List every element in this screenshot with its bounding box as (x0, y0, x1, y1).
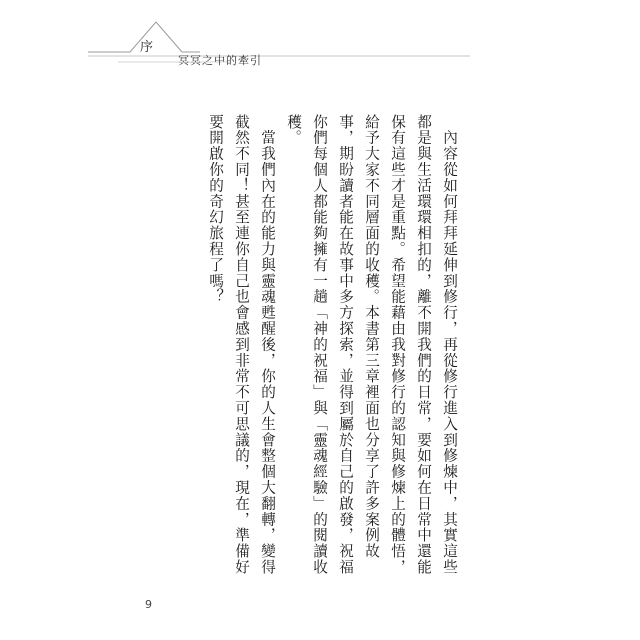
chapter-subtitle: 冥冥之中的牽引 (178, 54, 262, 67)
page-number: 9 (145, 598, 152, 611)
chapter-label: 序 (140, 40, 155, 55)
body-text (176, 114, 462, 584)
paragraph: 內容從如何拜拜延伸到修行，再從修行進入到修煉中，其實這些都是與生活環環相扣的，離不開我們的日常，要如何在日常中還能保有這些才是重點。希望能藉由我對修行的認知與修煉上的體悟，給予大家不同層面的收穫。本書第三章裡面也分享了許多案例故事，期盼讀者能在故事中多方探索，並得到屬於自己的啟發，祝福你們每個人都能夠擁有一趟「神的祝福」與「靈魂經驗」的閱讀收穫。 (285, 114, 458, 576)
header-ornament (0, 0, 640, 80)
paragraph: 當我們內在的能力與靈魂甦醒後，你的人生會整個大翻轉，變得截然不同！甚至連你自己也會感到非常不可思議的，現在，準備好要開啟你的奇幻旅程了嗎？ (207, 114, 276, 576)
